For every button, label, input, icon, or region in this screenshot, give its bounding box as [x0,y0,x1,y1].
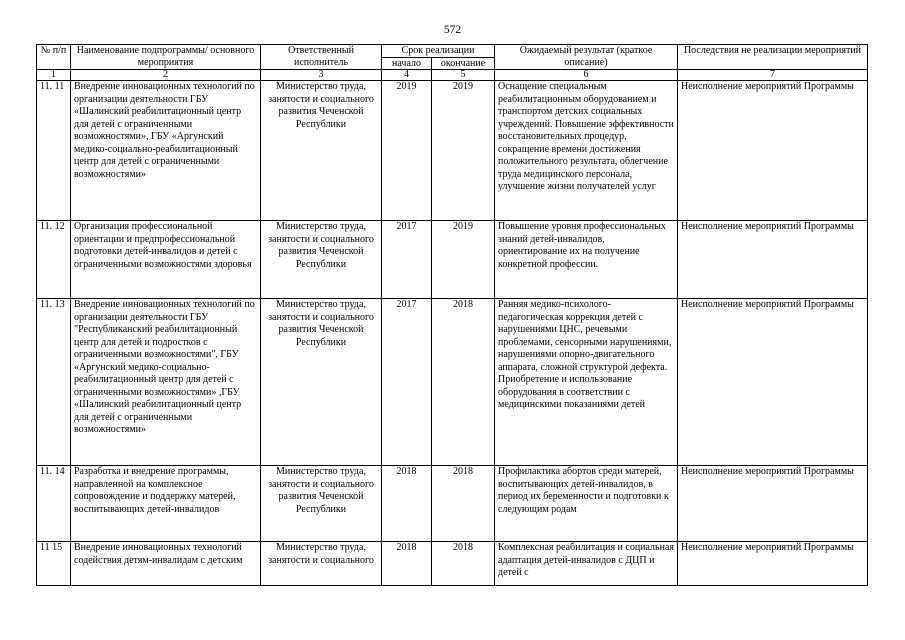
header-start: начало [382,57,432,70]
consequences: Неисполнение мероприятий Программы [678,221,868,299]
column-number-row [37,70,868,81]
start-year: 2017 [382,221,432,299]
header-result: Ожидаемый результат (краткое описание) [495,45,678,70]
table-row [37,466,868,542]
measure-name: Внедрение инновационных технологий содействия детям-инвалидам с детским [71,542,261,586]
executor: Министерство труда, занятости и социального развития Чеченской Республики [261,299,382,466]
measure-name: Разработка и внедрение программы, направленной на комплексное сопровождение и поддержку матерей, воспитывающих детей-инвалидов [71,466,261,542]
expected-result: Оснащение специальным реабилитационным оборудованием и транспортом детских социальных учреждений. Повышение эффективности восстановительных процедур, сокращение времени достижения положительного результата, облегчение труда медицинского персонала, улучшение жизни получателей услуг [495,81,678,221]
row-number: 11. 13 [37,299,71,466]
column-number: 3 [261,70,382,81]
executor: Министерство труда, занятости и социального развития Чеченской Республики [261,466,382,542]
executor: Министерство труда, занятости и социального развития Чеченской Республики [261,81,382,221]
header-name: Наименование подпрограммы/ основного мероприятия [71,45,261,70]
table-row [37,221,868,299]
header-period: Срок реализации [382,45,495,58]
row-number: 11 15 [37,542,71,586]
end-year: 2018 [432,542,495,586]
consequences: Неисполнение мероприятий Программы [678,299,868,466]
executor: Министерство труда, занятости и социального развития Чеченской Республики [261,221,382,299]
column-number: 7 [678,70,868,81]
end-year: 2019 [432,81,495,221]
start-year: 2018 [382,466,432,542]
measure-name: Внедрение инновационных технологий по организации деятельности ГБУ «Шалинский реабилитационный центр для детей с ограниченными возможностями», ГБУ «Аргунский медико-социально-реабилитационный центр для детей с ограниченными возможностями» [71,81,261,221]
column-number: 1 [37,70,71,81]
start-year: 2019 [382,81,432,221]
column-number: 4 [382,70,432,81]
header-consequences: Последствия не реализации мероприятий [678,45,868,70]
row-number: 11. 14 [37,466,71,542]
end-year: 2018 [432,466,495,542]
row-number: 11. 11 [37,81,71,221]
executor: Министерство труда, занятости и социального [261,542,382,586]
measure-name: Внедрение инновационных технологий по организации деятельности ГБУ "Республиканский реабилитационный центр для детей и подростков с ограниченными возможностями", ГБУ «Аргунский медико-социально-реабилитационный центр для детей с ограниченными возможностями» ,ГБУ «Шалинский реабилитационный центр для детей с ограниченными возможностями» [71,299,261,466]
program-measures-table [36,44,868,586]
header-row [37,45,868,58]
page-number: 572 [443,24,462,36]
consequences: Неисполнение мероприятий Программы [678,81,868,221]
expected-result: Комплексная реабилитация и социальная адаптация детей-инвалидов с ДЦП и детей с [495,542,678,586]
end-year: 2018 [432,299,495,466]
measure-name: Организация профессиональной ориентации и предпрофессиональной подготовки детей-инвалидов и детей с ограниченными возможностями здоровья [71,221,261,299]
header-num: № п/п [37,45,71,70]
header-end: окончание [432,57,495,70]
header-executor: Ответственный исполнитель [261,45,382,70]
column-number: 2 [71,70,261,81]
expected-result: Профилактика абортов среди матерей, воспитывающих детей-инвалидов, в период их беременности и подготовки к следующим родам [495,466,678,542]
table-row [37,299,868,466]
start-year: 2018 [382,542,432,586]
expected-result: Повышение уровня профессиональных знаний детей-инвалидов, ориентирование их на получение конкретной профессии. [495,221,678,299]
expected-result: Ранняя медико-психолого-педагогическая коррекция детей с нарушениями ЦНС, речевыми проблемами, сенсорными нарушениями, нарушениями опорно-двигательного аппарата, сложной структурой дефекта. Приобретение и использование оборудования в соответствии с медицинскими показаниями детей [495,299,678,466]
end-year: 2019 [432,221,495,299]
table-row [37,81,868,221]
consequences: Неисполнение мероприятий Программы [678,542,868,586]
start-year: 2017 [382,299,432,466]
row-number: 11. 12 [37,221,71,299]
column-number: 6 [495,70,678,81]
consequences: Неисполнение мероприятий Программы [678,466,868,542]
column-number: 5 [432,70,495,81]
table-row [37,542,868,586]
